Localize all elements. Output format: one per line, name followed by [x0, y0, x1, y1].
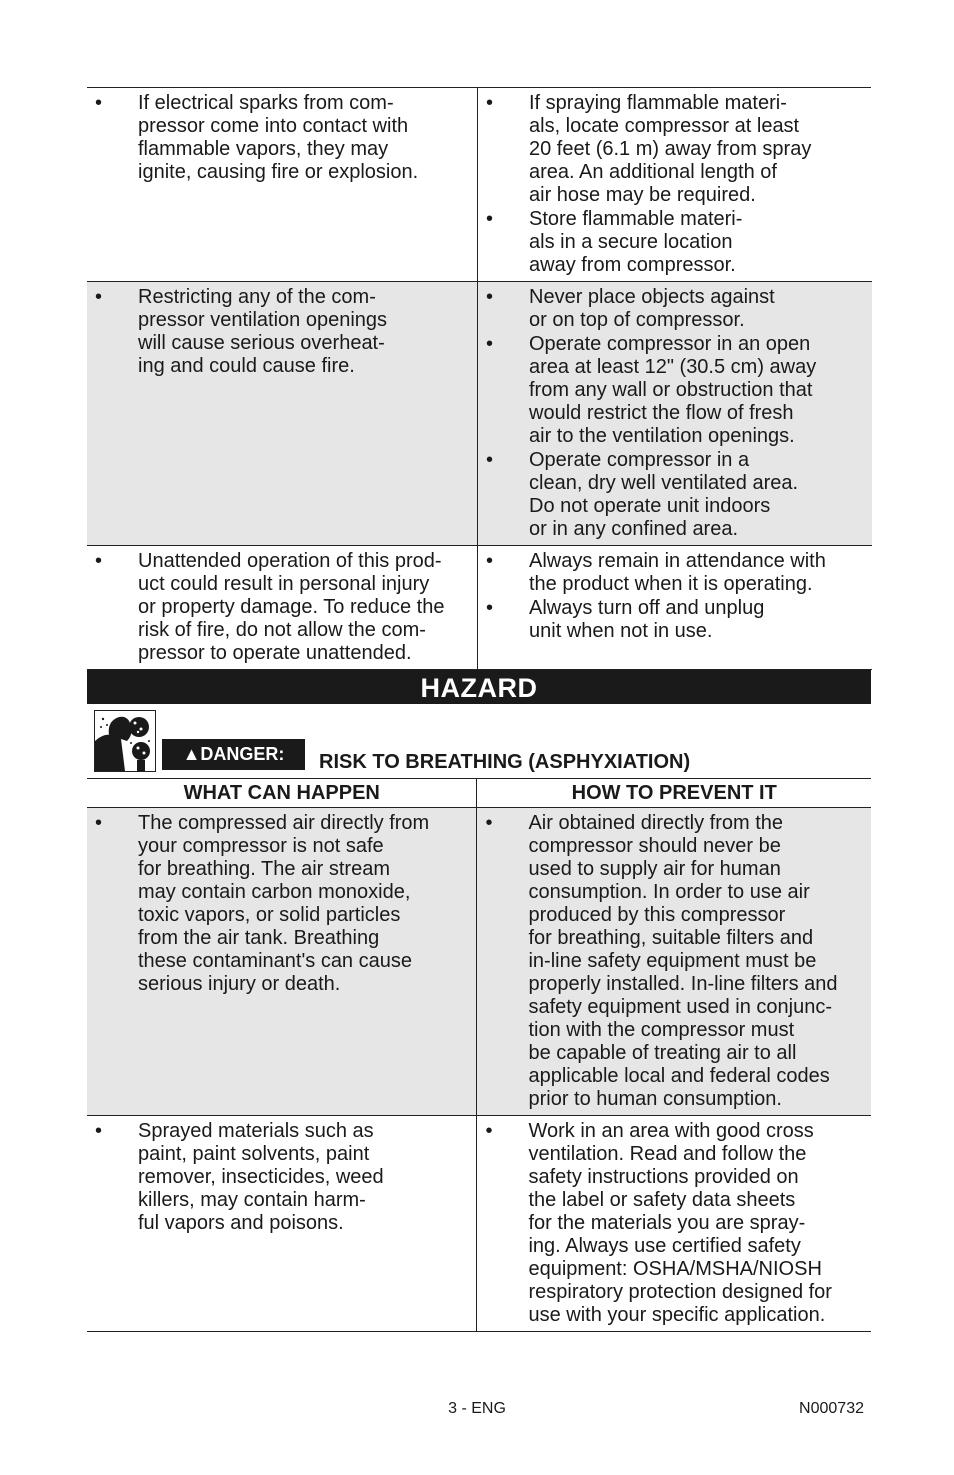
list-item: [87, 286, 473, 378]
bullet-list: [477, 812, 867, 1111]
text-line: from the air tank. Breathing: [138, 927, 380, 949]
text-line: properly installed. In-line filters and: [528, 973, 838, 995]
cell-how-to-prevent: [478, 546, 873, 670]
bullet-icon: •: [485, 812, 493, 834]
text-line: the product when it is operating.: [529, 573, 813, 595]
hazard-table-top: [87, 88, 872, 670]
list-item: [478, 550, 868, 596]
text-line: Sprayed materials such as: [138, 1120, 374, 1142]
list-item: [478, 286, 868, 332]
bullet-list: [87, 1120, 472, 1235]
list-item: [478, 333, 868, 448]
text-line: ful vapors and poisons.: [138, 1212, 344, 1234]
text-line: Do not operate unit indoors: [529, 495, 771, 517]
table-header-row: [87, 779, 871, 808]
danger-row: [87, 704, 871, 778]
text-line: air to the ventilation openings.: [529, 425, 795, 447]
text-line: risk of fire, do not allow the com-: [138, 619, 426, 641]
document-code: N000732: [799, 1400, 864, 1417]
cell-what-can-happen: [87, 546, 478, 670]
list-item: [478, 449, 868, 541]
manual-page: [87, 87, 871, 1332]
bullet-icon: •: [95, 92, 103, 114]
text-line: Restricting any of the com-: [138, 286, 376, 308]
text-line: tion with the compressor must: [528, 1019, 795, 1041]
text-line: Operate compressor in a: [529, 449, 750, 471]
bullet-list: [478, 92, 868, 277]
text-line: or in any confined area.: [529, 518, 739, 540]
table-row: [87, 808, 871, 1116]
header-what-can-happen: WHAT CAN HAPPEN: [87, 779, 477, 808]
list-item: [477, 812, 867, 1111]
list-item: [478, 208, 868, 277]
table-row: [87, 88, 872, 282]
bullet-icon: •: [95, 286, 103, 308]
text-line: for breathing, suitable filters and: [528, 927, 814, 949]
bullet-icon: •: [486, 597, 494, 619]
text-line: flammable vapors, they may: [138, 138, 389, 160]
text-line: from any wall or obstruction that: [529, 379, 813, 401]
text-line: clean, dry well ventilated area.: [529, 472, 799, 494]
cell-what-can-happen: [87, 808, 477, 1116]
text-line: als, locate compressor at least: [529, 115, 800, 137]
bullet-list: [478, 550, 868, 643]
bullet-icon: •: [486, 449, 494, 471]
header-how-to-prevent: HOW TO PREVENT IT: [571, 782, 777, 804]
text-line: or on top of compressor.: [529, 309, 745, 331]
list-item: [478, 597, 868, 643]
text-line: your compressor is not safe: [138, 835, 384, 857]
text-line: the label or safety data sheets: [528, 1189, 796, 1211]
bullet-icon: •: [486, 208, 494, 230]
text-line: Always turn off and unplug: [529, 597, 765, 619]
text-line: If electrical sparks from com-: [138, 92, 394, 114]
text-line: Always remain in attendance with: [529, 550, 826, 572]
danger-title: RISK TO BREATHING (ASPHYXIATION): [319, 751, 691, 773]
page-number: 3 - ENG: [448, 1400, 506, 1417]
bullet-list: [87, 286, 473, 378]
cell-what-can-happen: [87, 282, 478, 546]
bullet-list: [478, 286, 868, 541]
text-line: 20 feet (6.1 m) away from spray: [529, 138, 812, 160]
bullet-icon: •: [486, 333, 494, 355]
cell-how-to-prevent: [478, 88, 873, 282]
list-item: [87, 550, 473, 665]
text-line: toxic vapors, or solid particles: [138, 904, 401, 926]
danger-badge-label: DANGER:: [200, 744, 285, 764]
text-line: remover, insecticides, weed: [138, 1166, 384, 1188]
text-line: will cause serious overheat-: [138, 332, 385, 354]
text-line: be capable of treating air to all: [528, 1042, 797, 1064]
hazard-table-bottom: [87, 778, 871, 1332]
text-line: used to supply air for human: [528, 858, 781, 880]
text-line: applicable local and federal codes: [528, 1065, 830, 1087]
cell-what-can-happen: [87, 88, 478, 282]
text-line: Air obtained directly from the: [528, 812, 784, 834]
text-line: prior to human consumption.: [528, 1088, 782, 1110]
text-line: killers, may contain harm-: [138, 1189, 366, 1211]
text-line: area at least 12" (30.5 cm) away: [529, 356, 817, 378]
text-line: area. An additional length of: [529, 161, 777, 183]
text-line: unit when not in use.: [529, 620, 713, 642]
table-row: [87, 282, 872, 546]
text-line: Never place objects against: [529, 286, 775, 308]
text-line: use with your specific application.: [528, 1304, 826, 1326]
text-line: pressor come into contact with: [138, 115, 409, 137]
text-line: produced by this compressor: [528, 904, 786, 926]
bullet-list: [87, 92, 473, 184]
bullet-icon: •: [486, 550, 494, 572]
list-item: [87, 1120, 472, 1235]
bullet-icon: •: [95, 550, 103, 572]
text-line: ing and could cause fire.: [138, 355, 355, 377]
text-line: may contain carbon monoxide,: [138, 881, 411, 903]
text-line: ignite, causing fire or explosion.: [138, 161, 419, 183]
text-line: If spraying flammable materi-: [529, 92, 787, 114]
bullet-icon: •: [95, 1120, 103, 1142]
breathing-hazard-icon: [94, 710, 156, 772]
text-line: respiratory protection designed for: [528, 1281, 832, 1303]
bullet-list: [87, 812, 472, 996]
text-line: equipment: OSHA/MSHA/NIOSH: [528, 1258, 822, 1280]
text-line: would restrict the flow of fresh: [529, 402, 794, 424]
text-line: air hose may be required.: [529, 184, 756, 206]
text-line: Store flammable materi-: [529, 208, 743, 230]
hazard-heading: HAZARD: [87, 670, 871, 704]
cell-how-to-prevent: [478, 282, 873, 546]
text-line: these contaminant's can cause: [138, 950, 412, 972]
bullet-list: [87, 550, 473, 665]
bullet-icon: •: [485, 1120, 493, 1142]
bullet-icon: •: [486, 92, 494, 114]
cell-how-to-prevent: [477, 808, 871, 1116]
cell-how-to-prevent: [477, 1116, 871, 1332]
text-line: ventilation. Read and follow the: [528, 1143, 807, 1165]
text-line: Work in an area with good cross: [528, 1120, 814, 1142]
danger-badge: [162, 739, 305, 770]
text-line: pressor ventilation openings: [138, 309, 388, 331]
list-item: [87, 92, 473, 184]
table-row: [87, 546, 872, 670]
text-line: consumption. In order to use air: [528, 881, 810, 903]
text-line: safety instructions provided on: [528, 1166, 799, 1188]
text-line: ing. Always use certified safety: [528, 1235, 801, 1257]
list-item: [87, 812, 472, 996]
text-line: away from compressor.: [529, 254, 736, 276]
warning-triangle-icon: ▲: [182, 744, 201, 764]
table-row: [87, 1116, 871, 1332]
text-line: als in a secure location: [529, 231, 733, 253]
list-item: [477, 1120, 867, 1327]
text-line: serious injury or death.: [138, 973, 341, 995]
list-item: [478, 92, 868, 207]
text-line: or property damage. To reduce the: [138, 596, 445, 618]
text-line: uct could result in personal injury: [138, 573, 430, 595]
text-line: pressor to operate unattended.: [138, 642, 412, 664]
text-line: safety equipment used in conjunc-: [528, 996, 832, 1018]
text-line: for breathing. The air stream: [138, 858, 390, 880]
text-line: paint, paint solvents, paint: [138, 1143, 370, 1165]
text-line: in-line safety equipment must be: [528, 950, 817, 972]
bullet-icon: •: [95, 812, 103, 834]
bullet-list: [477, 1120, 867, 1327]
bullet-icon: •: [486, 286, 494, 308]
cell-what-can-happen: [87, 1116, 477, 1332]
text-line: Unattended operation of this prod-: [138, 550, 442, 572]
text-line: Operate compressor in an open: [529, 333, 811, 355]
text-line: compressor should never be: [528, 835, 781, 857]
text-line: The compressed air directly from: [138, 812, 430, 834]
text-line: for the materials you are spray-: [528, 1212, 806, 1234]
